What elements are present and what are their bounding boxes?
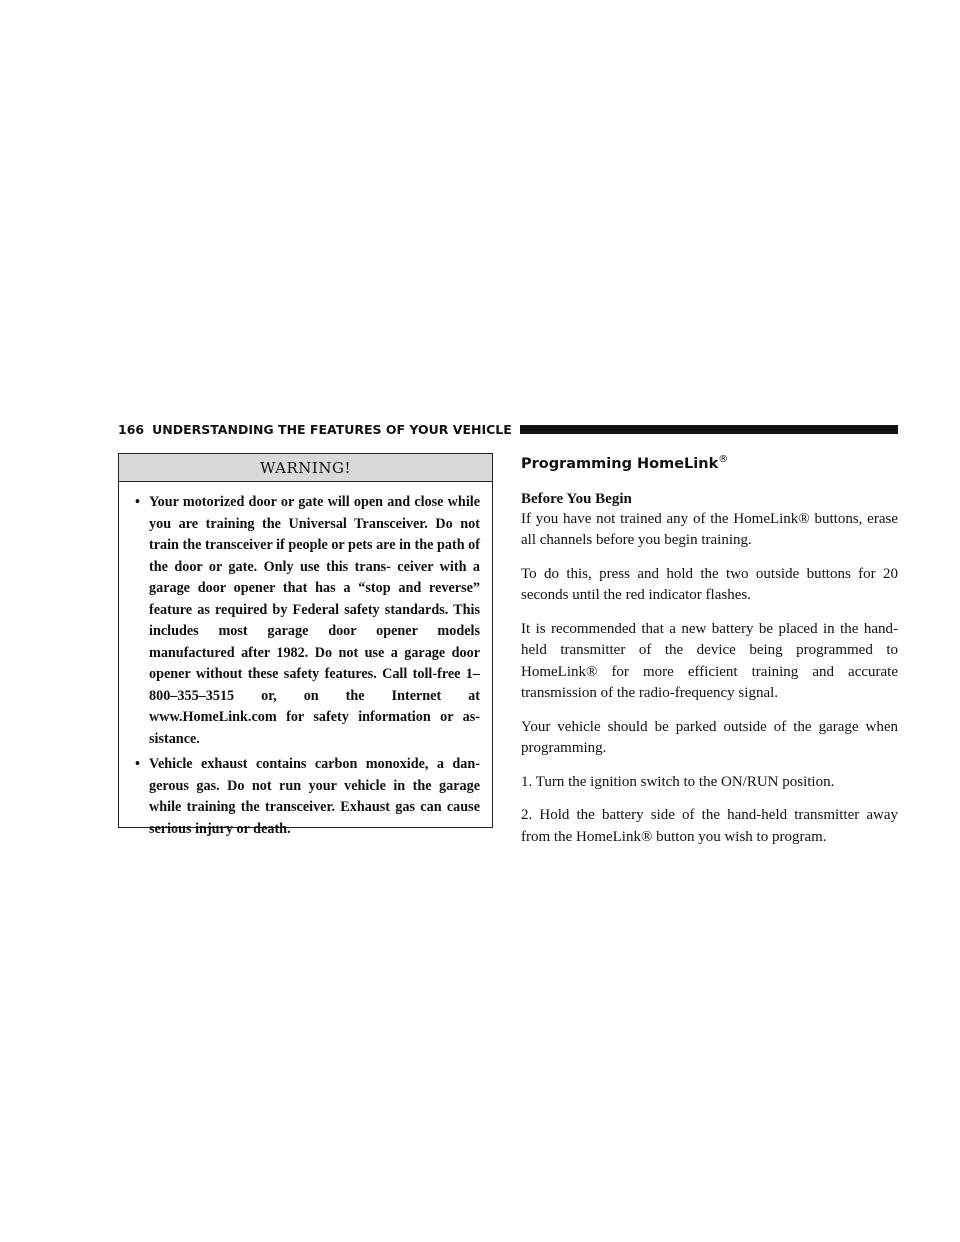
warning-item-text: Vehicle exhaust contains carbon monoxide, a dan- gerous gas. Do not run your vehicle in the garage while training the transceiver. Exhaust gas can cause serious injury or death. (149, 756, 480, 837)
warning-title: WARNING! (260, 458, 351, 477)
warning-title-bar (119, 454, 492, 482)
paragraph: If you have not trained any of the HomeLink® buttons, erase all channels before you begin training. (521, 510, 898, 549)
paragraph: Your vehicle should be parked outside of the garage when programming. (521, 718, 898, 757)
warning-item (135, 492, 480, 750)
main-content (521, 451, 898, 860)
bullet-icon: • (135, 494, 140, 510)
paragraph: 1. Turn the ignition switch to the ON/RUN position. (521, 773, 835, 790)
bullet-icon: • (135, 756, 140, 772)
page-header (118, 418, 898, 440)
warning-item (135, 754, 480, 840)
subheading: Before You Begin (521, 490, 632, 507)
registered-mark: ® (718, 454, 729, 465)
paragraph: To do this, press and hold the two outside buttons for 20 seconds until the red indicator flashes. (521, 565, 898, 604)
paragraph: It is recommended that a new battery be placed in the hand-held transmitter of the device being programmed to HomeLink® for more efficient training and accurate transmission of the radio-frequency signal. (521, 620, 898, 702)
warning-list (119, 482, 492, 840)
page-number: 166 (118, 421, 145, 437)
header-rule (520, 425, 898, 434)
section-heading (521, 451, 898, 473)
paragraph: 2. Hold the battery side of the hand-held transmitter away from the HomeLink® button you wish to program. (521, 807, 898, 845)
warning-box (118, 453, 493, 837)
running-head: UNDERSTANDING THE FEATURES OF YOUR VEHICLE (152, 421, 512, 437)
warning-item-text: Your motorized door or gate will open and close while you are training the Universal Transceiver. Do not train the transceiver if people or pets are in the path of the door or gate. Only use this trans- ceiver with a garage door opener that has a “stop and reverse” feature as required by Federal safety standards. This includes most garage door opener models manufactured after 1982. Do not use a garage door opener without these safety features. Call toll-free 1–800–355–3515 or, on the Internet at www.HomeLink.com for safety information or as- sistance. (149, 494, 480, 747)
section-heading-text: Programming HomeLink (521, 455, 719, 472)
